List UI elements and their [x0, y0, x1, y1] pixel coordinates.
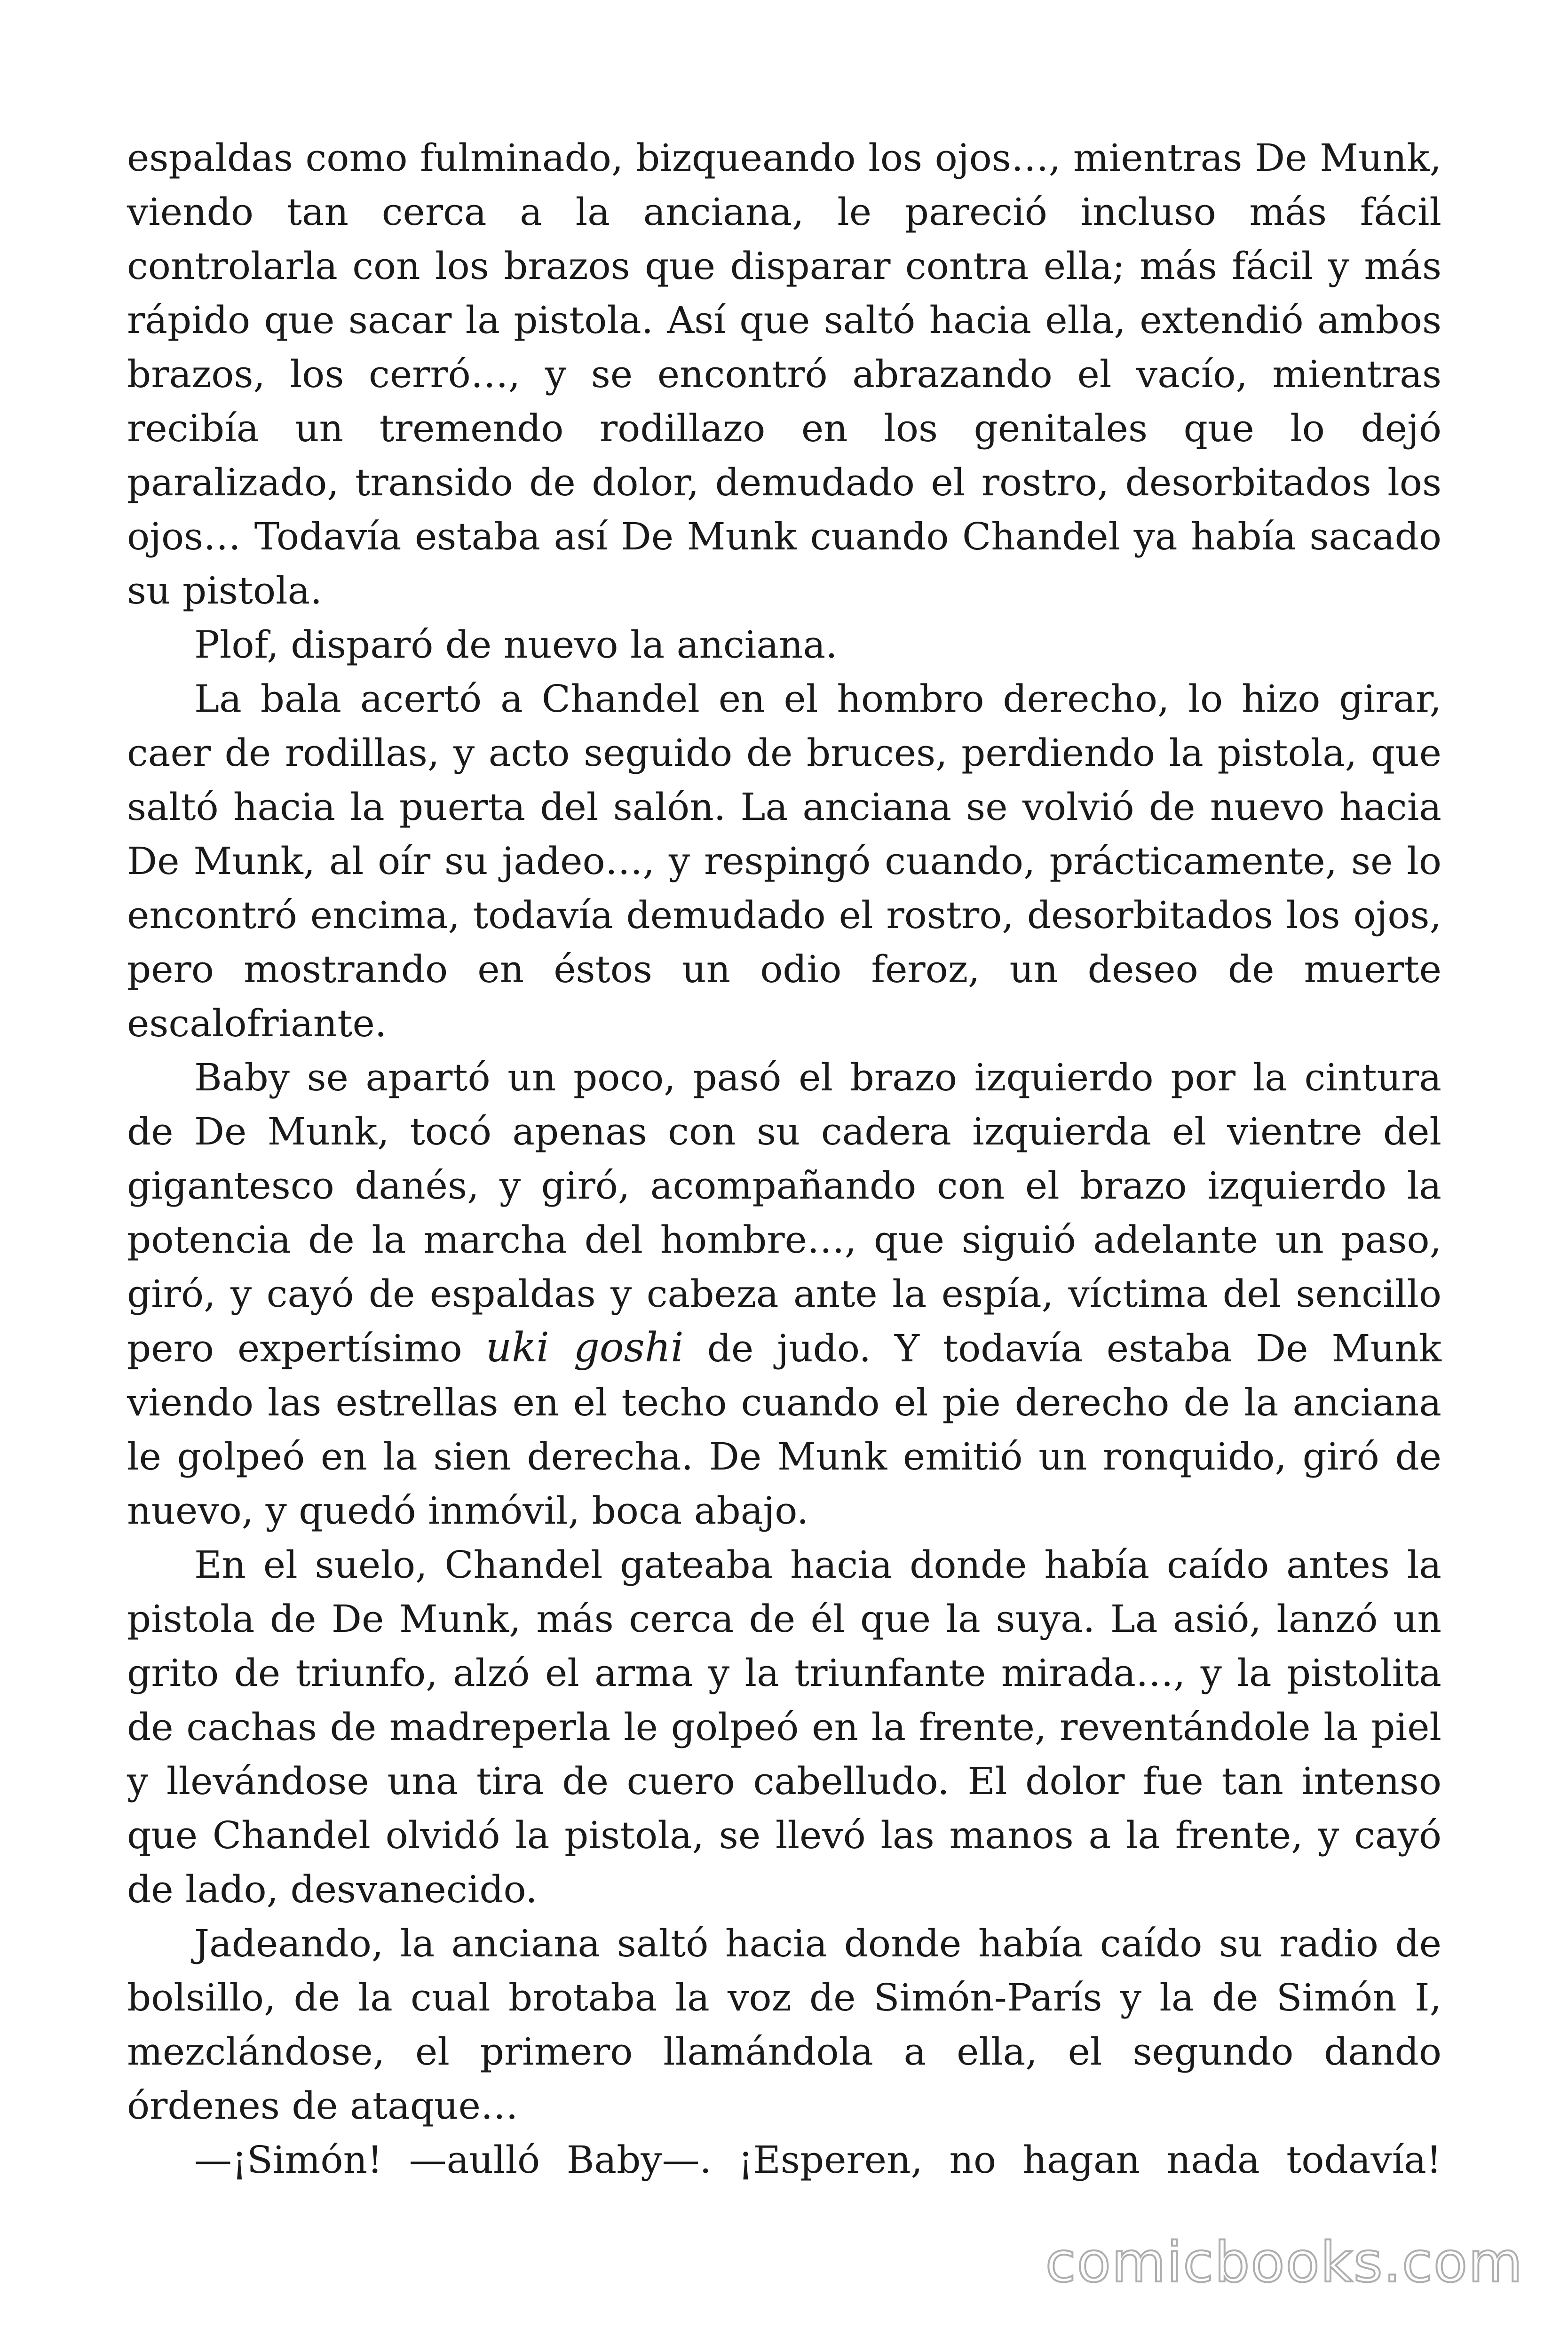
paragraph: espaldas como fulminado, bizqueando los ojos…, mientras De Munk, viendo tan cerca a la anciana, le pareció incluso más fácil controlarla con los brazos que disparar contra ella; más fácil y más rápido que sacar la pistola. Así que saltó hacia ella, extendió ambos brazos, los cerró…, y se encontró abrazando el vacío, mientras recibía un tremendo rodillazo en los genitales que lo dejó paralizado, transido de dolor, demudado el rostro, desorbitados los ojos… Todavía estaba así De Munk cuando Chandel ya había sacado su pistola.: [127, 136, 1441, 612]
paragraph: La bala acertó a Chandel en el hombro derecho, lo hizo girar, caer de rodillas, y acto seguido de bruces, perdiendo la pistola, que saltó hacia la puerta del salón. La anciana se volvió de nuevo hacia De Munk, al oír su jadeo…, y respingó cuando, prácticamente, se lo encontró encima, todavía demudado el rostro, desorbitados los ojos, pero mostrando en éstos un odio feroz, un deseo de muerte escalofriante.: [127, 677, 1441, 1045]
paragraph-text: Baby se apartó un poco, pasó el brazo izquierdo por la cintura de De Munk, tocó apenas con su cadera izquierda el vientre del gigantesco danés, y giró, acompañando con el brazo izquierdo la potencia de la marcha del hombre…, que siguió adelante un paso, giró, y cayó de espaldas y cabeza ante la espía, víctima del sencillo pero expertísimo: [127, 1056, 1441, 1370]
paragraph-text: de judo. Y todavía estaba De Munk viendo las estrellas en el techo cuando el pie derecho de la anciana le golpeó en la sien derecha. De Munk emitió un ronquido, giró de nuevo, y quedó inmóvil, boca abajo.: [127, 1327, 1441, 1533]
page-body: [127, 131, 1441, 2187]
paragraph: En el suelo, Chandel gateaba hacia donde había caído antes la pistola de De Munk, más cerca de él que la suya. La asió, lanzó un grito de triunfo, alzó el arma y la triunfante mirada…, y la pistolita de cachas de madreperla le golpeó en la frente, reventándole la piel y llevándose una tira de cuero cabelludo. El dolor fue tan intenso que Chandel olvidó la pistola, se llevó las manos a la frente, y cayó de lado, desvanecido.: [127, 1543, 1441, 1911]
paragraph: Plof, disparó de nuevo la anciana.: [194, 623, 838, 667]
watermark: comicbooks.com: [1045, 2230, 1523, 2295]
paragraph: Jadeando, la anciana saltó hacia donde había caído su radio de bolsillo, de la cual brotaba la voz de Simón-París y la de Simón I, mezclándose, el primero llamándola a ella, el segundo dando órdenes de ataque…: [127, 1922, 1441, 2128]
emphasis-term: uki goshi: [485, 1324, 684, 1371]
paragraph: —¡Simón! —aulló Baby—. ¡Esperen, no hagan nada todavía!: [194, 2138, 1441, 2182]
paragraph: [127, 1050, 1441, 1538]
